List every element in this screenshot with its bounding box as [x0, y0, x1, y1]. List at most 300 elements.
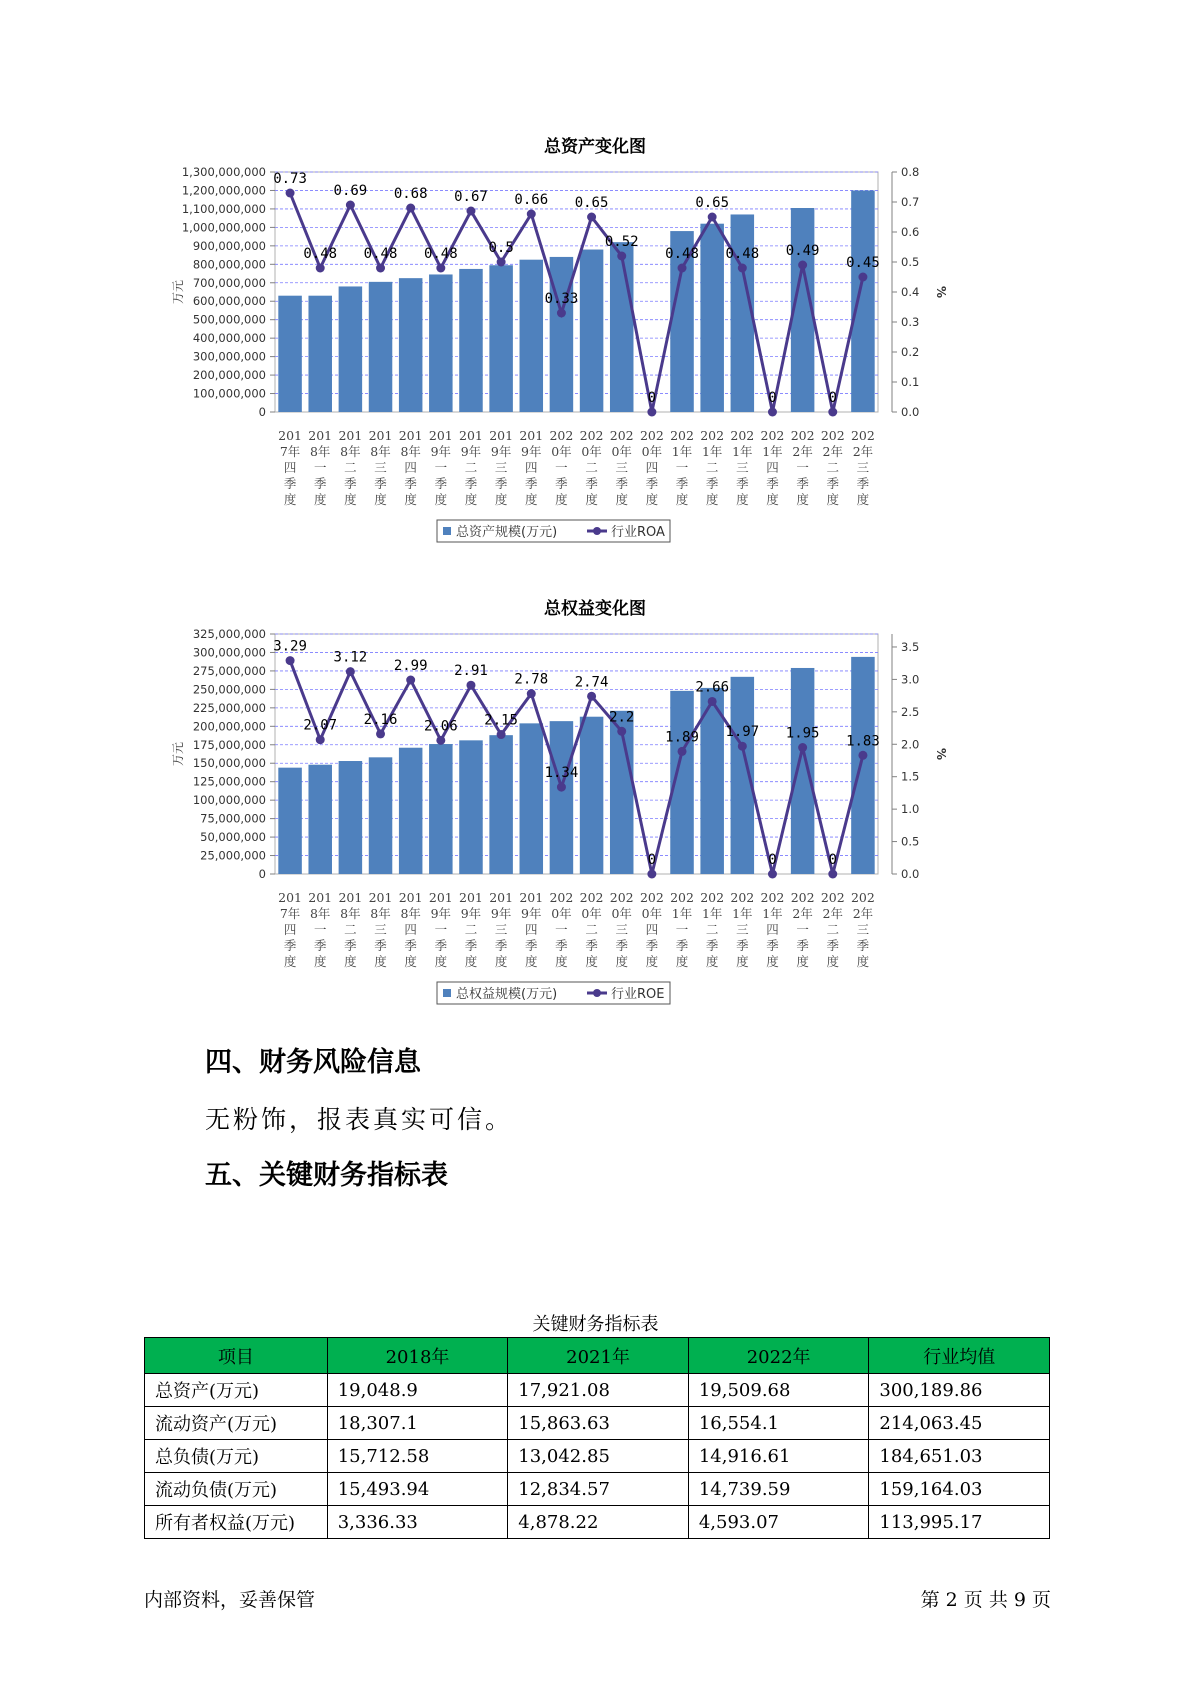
x-tick-label: 二: [585, 460, 598, 475]
y-tick-label: 0: [258, 405, 266, 419]
data-label: 0.73: [273, 171, 307, 187]
x-tick-label: 202: [820, 890, 845, 905]
line-point: [406, 676, 415, 685]
line-point: [316, 264, 325, 273]
x-tick-label: 四: [283, 460, 297, 475]
x-tick-label: 201: [368, 428, 393, 443]
x-tick-label: 201: [338, 428, 363, 443]
x-tick-label: 201: [489, 890, 514, 905]
legend-bar-label: 总资产规模(万元): [456, 525, 558, 540]
x-tick-label: 201: [428, 890, 453, 905]
x-tick-label: 8年: [340, 444, 361, 459]
table-cell: 4,593.07: [688, 1506, 869, 1539]
y2-tick-label: 0.5: [901, 255, 920, 269]
x-tick-label: 四: [404, 922, 417, 937]
x-tick-label: 202: [609, 428, 634, 443]
x-tick-label: 201: [459, 428, 483, 443]
x-tick-label: 季: [313, 476, 327, 491]
risk-section-title: 四、财务风险信息: [205, 1047, 421, 1078]
x-tick-label: 季: [525, 938, 538, 953]
x-tick-label: 季: [464, 938, 478, 953]
x-tick-label: 季: [555, 938, 568, 953]
x-tick-label: 202: [760, 890, 785, 905]
header-cell: 项目: [145, 1338, 328, 1374]
table-cell: 14,916.61: [688, 1440, 869, 1473]
table-cell: 总负债(万元): [145, 1440, 328, 1473]
x-tick-label: 度: [555, 492, 568, 507]
x-tick-label: 三: [494, 922, 508, 937]
y2-tick-label: 0.0: [901, 867, 920, 881]
data-label: 0.48: [303, 246, 338, 262]
line-point: [527, 210, 536, 219]
x-tick-label: 季: [464, 476, 478, 491]
x-tick-label: 8年: [340, 906, 361, 921]
data-label: 3.29: [273, 638, 307, 655]
x-tick-label: 202: [700, 428, 725, 443]
y2-tick-label: 0.8: [901, 165, 920, 179]
line-point: [768, 870, 777, 879]
y-tick-label: 0: [258, 867, 266, 881]
x-tick-label: 度: [856, 954, 870, 969]
bar: [429, 744, 453, 874]
x-tick-label: 202: [700, 890, 725, 905]
data-label: 2.16: [363, 711, 398, 728]
x-tick-label: 季: [675, 476, 689, 491]
x-tick-label: 9年: [460, 906, 482, 921]
line-point: [738, 742, 747, 751]
x-tick-label: 二: [585, 922, 598, 937]
x-tick-label: 202: [760, 428, 785, 443]
x-tick-label: 季: [705, 938, 719, 953]
y-tick-label: 300,000,000: [192, 645, 266, 660]
x-tick-label: 季: [856, 938, 870, 953]
y2-tick-label: 0.3: [901, 315, 920, 329]
x-tick-label: 度: [313, 492, 327, 507]
x-tick-label: 度: [283, 492, 297, 507]
line-point: [708, 213, 717, 222]
table-cell: 4,878.22: [508, 1506, 689, 1539]
x-tick-label: 202: [549, 890, 574, 905]
x-tick-label: 二: [826, 460, 840, 475]
x-tick-label: 度: [404, 954, 417, 969]
x-tick-label: 三: [856, 460, 870, 475]
y-tick-label: 250,000,000: [192, 682, 266, 697]
x-tick-label: 202: [639, 890, 664, 905]
line-point: [828, 408, 837, 417]
line-point: [527, 689, 536, 698]
x-tick-label: 2年: [852, 906, 874, 921]
kpi-section-title: 五、关键财务指标表: [205, 1160, 448, 1191]
y2-tick-label: 0.4: [901, 285, 920, 299]
y-tick-label: 125,000,000: [192, 774, 266, 789]
table-cell: 流动资产(万元): [145, 1407, 328, 1440]
y-tick-label: 100,000,000: [192, 793, 266, 808]
data-label: 0.49: [785, 243, 820, 259]
data-label: 0.65: [695, 195, 730, 211]
x-tick-label: 季: [705, 476, 719, 491]
x-tick-label: 四: [525, 460, 538, 475]
x-tick-label: 度: [615, 954, 628, 969]
x-tick-label: 四: [766, 922, 779, 937]
x-tick-label: 度: [615, 492, 628, 507]
x-tick-label: 201: [489, 428, 514, 443]
y-tick-label: 75,000,000: [200, 811, 266, 826]
data-label: 0.48: [725, 246, 760, 262]
x-tick-label: 度: [826, 492, 840, 507]
x-tick-label: 一: [313, 460, 327, 475]
x-tick-label: 四: [404, 460, 417, 475]
x-tick-label: 度: [283, 954, 297, 969]
data-label: 2.91: [454, 663, 488, 680]
x-tick-label: 三: [615, 460, 628, 475]
x-tick-label: 2年: [822, 444, 844, 459]
table-row: [145, 1506, 1050, 1539]
data-label: 2.99: [393, 658, 428, 675]
x-tick-label: 201: [278, 428, 303, 443]
x-tick-label: 202: [579, 428, 604, 443]
line-point: [497, 730, 506, 739]
x-tick-label: 202: [850, 428, 875, 443]
y-tick-label: 175,000,000: [192, 737, 266, 752]
x-tick-label: 三: [856, 922, 870, 937]
x-tick-label: 二: [464, 922, 478, 937]
x-tick-label: 季: [585, 476, 598, 491]
x-tick-label: 0年: [641, 906, 663, 921]
x-tick-label: 度: [494, 492, 508, 507]
x-tick-label: 1年: [762, 906, 783, 921]
line-point: [678, 747, 687, 756]
y-tick-label: 275,000,000: [192, 663, 266, 678]
bar: [399, 278, 423, 412]
x-tick-label: 度: [585, 492, 598, 507]
bar: [399, 748, 423, 874]
x-tick-label: 一: [796, 460, 809, 475]
x-tick-label: 一: [675, 460, 689, 475]
bar: [550, 257, 574, 412]
data-label: 1.83: [846, 733, 880, 750]
table-row: [145, 1440, 1050, 1473]
table-row: [145, 1473, 1050, 1506]
line-point: [466, 681, 475, 690]
total-equity-chart: [170, 592, 1020, 1042]
bar: [851, 190, 875, 412]
x-tick-label: 2年: [822, 906, 844, 921]
header-cell: 2018年: [327, 1338, 508, 1374]
line-point: [406, 204, 415, 213]
x-tick-label: 二: [705, 922, 719, 937]
x-tick-label: 度: [464, 954, 478, 969]
y2-tick-label: 3.5: [901, 639, 920, 654]
x-tick-label: 四: [525, 922, 538, 937]
x-tick-label: 季: [404, 476, 417, 491]
x-tick-label: 8年: [400, 444, 421, 459]
y2-tick-label: 3.0: [901, 672, 920, 687]
x-tick-label: 一: [313, 922, 327, 937]
y-tick-label: 325,000,000: [192, 627, 266, 641]
bar: [700, 224, 724, 412]
bar: [369, 757, 393, 874]
line-point: [768, 408, 777, 417]
legend-line-marker: [593, 527, 601, 535]
x-tick-label: 季: [766, 938, 779, 953]
x-tick-label: 7年: [279, 906, 301, 921]
bar: [459, 269, 483, 412]
line-point: [557, 309, 566, 318]
x-tick-label: 201: [278, 890, 303, 905]
bar: [489, 735, 513, 874]
x-tick-label: 1年: [732, 444, 753, 459]
y2-tick-label: 2.5: [901, 704, 920, 719]
data-label: 0.48: [423, 246, 458, 262]
y2-tick-label: 0.0: [901, 405, 920, 419]
x-tick-label: 季: [555, 476, 568, 491]
x-tick-label: 度: [766, 954, 779, 969]
x-tick-label: 度: [404, 492, 417, 507]
kpi-table: [144, 1337, 1050, 1539]
x-tick-label: 202: [639, 428, 664, 443]
line-point: [316, 735, 325, 744]
x-tick-label: 三: [494, 460, 508, 475]
x-tick-label: 度: [344, 492, 357, 507]
y-tick-label: 900,000,000: [192, 238, 266, 253]
x-tick-label: 二: [826, 922, 840, 937]
table-cell: 19,509.68: [688, 1374, 869, 1407]
x-tick-label: 201: [428, 428, 453, 443]
x-tick-label: 二: [344, 460, 357, 475]
table-header-row: [145, 1338, 1050, 1374]
x-tick-label: 度: [494, 954, 508, 969]
data-label: 0.5: [488, 240, 514, 256]
y-tick-label: 200,000,000: [192, 368, 266, 383]
x-tick-label: 9年: [430, 906, 452, 921]
x-tick-label: 度: [705, 954, 719, 969]
x-tick-label: 7年: [279, 444, 301, 459]
x-tick-label: 三: [736, 460, 749, 475]
x-tick-label: 度: [374, 954, 387, 969]
x-tick-label: 202: [730, 428, 755, 443]
x-tick-label: 季: [826, 476, 840, 491]
bar: [278, 768, 302, 874]
y-tick-label: 200,000,000: [192, 719, 266, 734]
bar: [550, 721, 574, 874]
line-point: [828, 870, 837, 879]
legend-line-label: 行业ROE: [611, 987, 665, 1002]
data-label: 0.33: [544, 291, 579, 307]
data-label: 0.48: [363, 246, 398, 262]
data-label: 0: [647, 390, 657, 406]
data-label: 0.65: [574, 195, 609, 211]
data-label: 3.12: [333, 649, 368, 666]
bar: [791, 668, 815, 874]
x-tick-label: 季: [283, 938, 297, 953]
bar: [459, 740, 483, 874]
x-tick-label: 四: [645, 922, 659, 937]
x-tick-label: 201: [308, 890, 333, 905]
x-tick-label: 202: [790, 890, 815, 905]
data-label: 2.07: [303, 717, 338, 734]
bar: [339, 286, 363, 412]
data-label: 0.68: [393, 186, 428, 202]
data-label: 1.89: [665, 729, 699, 746]
table-cell: 16,554.1: [688, 1407, 869, 1440]
x-tick-label: 8年: [309, 906, 331, 921]
y-tick-label: 225,000,000: [192, 700, 266, 715]
data-label: 0: [828, 852, 837, 868]
y2-tick-label: 0.2: [901, 345, 920, 359]
x-tick-label: 0年: [551, 906, 572, 921]
x-tick-label: 度: [525, 492, 538, 507]
y2-tick-label: 0.7: [901, 195, 920, 209]
legend-bar-swatch: [443, 527, 451, 535]
x-tick-label: 0年: [551, 444, 572, 459]
header-cell: 行业均值: [869, 1338, 1050, 1374]
table-cell: 113,995.17: [869, 1506, 1050, 1539]
bar: [520, 260, 544, 412]
data-label: 0: [768, 390, 777, 406]
y2-tick-label: 0.6: [901, 225, 920, 239]
x-tick-label: 二: [344, 922, 357, 937]
x-tick-label: 季: [585, 938, 598, 953]
x-tick-label: 季: [344, 476, 357, 491]
line-point: [376, 729, 385, 738]
x-tick-label: 季: [404, 938, 417, 953]
risk-section-text: 无粉饰，报表真实可信。: [205, 1105, 514, 1134]
x-tick-label: 度: [645, 954, 659, 969]
line-point: [587, 692, 596, 701]
x-tick-label: 季: [434, 938, 448, 953]
y2-tick-label: 1.5: [901, 769, 920, 784]
x-tick-label: 季: [615, 476, 628, 491]
x-tick-label: 202: [579, 890, 604, 905]
total-assets-chart: [170, 130, 1020, 580]
x-tick-label: 2年: [792, 444, 813, 459]
bar: [520, 723, 544, 874]
table-cell: 184,651.03: [869, 1440, 1050, 1473]
bar: [429, 274, 453, 412]
bar: [851, 657, 875, 874]
y-axis-title: 万元: [171, 279, 185, 305]
x-tick-label: 0年: [641, 444, 663, 459]
table-cell: 17,921.08: [508, 1374, 689, 1407]
table-row: [145, 1407, 1050, 1440]
x-tick-label: 201: [368, 890, 393, 905]
total-equity-chart-svg: [170, 622, 1020, 1042]
x-tick-label: 季: [675, 938, 689, 953]
x-tick-label: 9年: [490, 444, 512, 459]
x-tick-label: 季: [796, 938, 809, 953]
x-tick-label: 季: [374, 476, 387, 491]
table-cell: 13,042.85: [508, 1440, 689, 1473]
x-tick-label: 季: [494, 476, 508, 491]
table-cell: 12,834.57: [508, 1473, 689, 1506]
x-tick-label: 1年: [732, 906, 753, 921]
x-tick-label: 度: [766, 492, 779, 507]
x-tick-label: 0年: [581, 444, 602, 459]
y-tick-label: 1,000,000,000: [181, 220, 266, 235]
data-label: 2.06: [423, 718, 458, 735]
line-point: [346, 201, 355, 210]
y-tick-label: 400,000,000: [192, 331, 266, 346]
header-cell: 2021年: [508, 1338, 689, 1374]
x-tick-label: 度: [736, 492, 749, 507]
table-cell: 15,863.63: [508, 1407, 689, 1440]
x-tick-label: 三: [736, 922, 749, 937]
x-tick-label: 8年: [370, 906, 391, 921]
table-cell: 19,048.9: [327, 1374, 508, 1407]
x-tick-label: 度: [374, 492, 387, 507]
bar: [308, 296, 332, 412]
x-tick-label: 季: [766, 476, 779, 491]
y-tick-label: 1,100,000,000: [181, 201, 266, 216]
footer-page-number: 第 2 页 共 9 页: [920, 1589, 1051, 1611]
data-label: 2.74: [574, 674, 609, 691]
data-label: 1.34: [544, 765, 579, 782]
x-tick-label: 二: [464, 460, 478, 475]
y-tick-label: 600,000,000: [192, 294, 266, 309]
bar: [580, 250, 604, 412]
x-tick-label: 202: [549, 428, 574, 443]
x-tick-label: 202: [609, 890, 634, 905]
x-tick-label: 季: [313, 938, 327, 953]
line-point: [647, 408, 656, 417]
x-tick-label: 8年: [309, 444, 331, 459]
table-cell: 所有者权益(万元): [145, 1506, 328, 1539]
line-point: [346, 667, 355, 676]
x-tick-label: 1年: [671, 444, 693, 459]
x-tick-label: 1年: [701, 444, 723, 459]
line-point: [557, 783, 566, 792]
total-assets-chart-svg: [170, 160, 1020, 580]
data-label: 0.45: [846, 255, 880, 271]
x-tick-label: 度: [464, 492, 478, 507]
x-tick-label: 201: [459, 890, 483, 905]
data-label: 0: [828, 390, 837, 406]
line-point: [286, 656, 295, 665]
data-label: 2.78: [514, 671, 549, 688]
line-point: [617, 252, 626, 261]
data-label: 0.52: [604, 234, 639, 250]
x-tick-label: 季: [283, 476, 297, 491]
x-tick-label: 0年: [611, 444, 632, 459]
x-tick-label: 1年: [671, 906, 693, 921]
x-tick-label: 9年: [521, 444, 542, 459]
plot-area: [275, 634, 878, 874]
bar: [489, 265, 513, 412]
x-tick-label: 度: [645, 492, 659, 507]
line-point: [738, 264, 747, 273]
data-label: 0.66: [514, 192, 549, 208]
table-cell: 15,493.94: [327, 1473, 508, 1506]
table-cell: 3,336.33: [327, 1506, 508, 1539]
x-tick-label: 2年: [792, 906, 813, 921]
data-label: 0.67: [454, 189, 488, 205]
legend-line-label: 行业ROA: [611, 525, 665, 540]
x-tick-label: 三: [374, 922, 387, 937]
y-tick-label: 100,000,000: [192, 386, 266, 401]
table-cell: 总资产(万元): [145, 1374, 328, 1407]
y2-axis-title: %: [934, 285, 948, 299]
x-tick-label: 8年: [370, 444, 391, 459]
x-tick-label: 202: [730, 890, 755, 905]
table-cell: 214,063.45: [869, 1407, 1050, 1440]
line-point: [858, 751, 867, 760]
table-cell: 流动负债(万元): [145, 1473, 328, 1506]
line-point: [497, 258, 506, 267]
y-tick-label: 1,300,000,000: [181, 165, 266, 179]
line-point: [466, 207, 475, 216]
table-cell: 18,307.1: [327, 1407, 508, 1440]
x-tick-label: 季: [525, 476, 538, 491]
